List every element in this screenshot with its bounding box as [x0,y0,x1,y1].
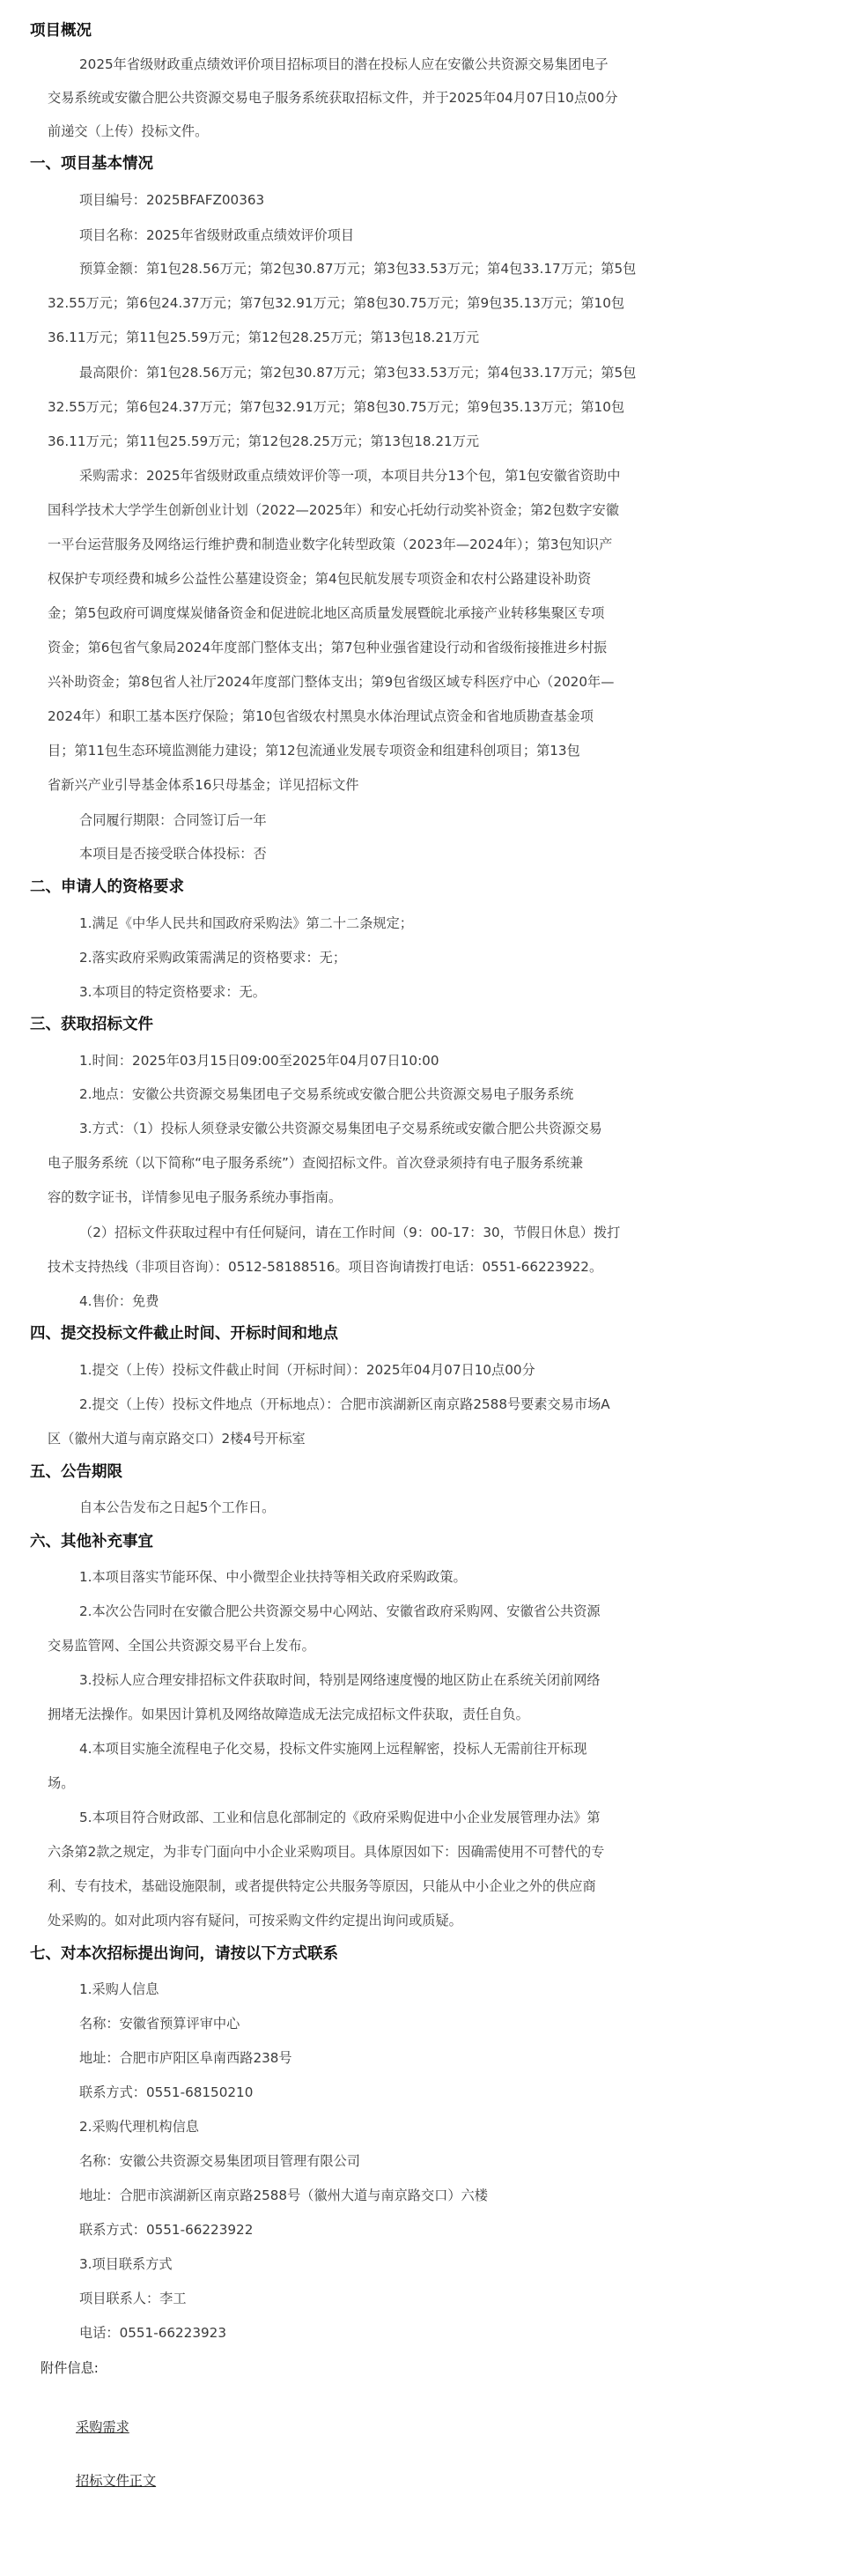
max-price-line: 最高限价：第1包28.56万元；第2包30.87万元；第3包33.53万元；第4包33.17万元；第5包 [79,365,637,381]
requirement-line: 兴补助资金；第8包省人社厅2024年度部门整体支出；第9包省级区域专科医疗中心（2020年— [48,674,615,690]
requirement-line: 采购需求：2025年省级财政重点绩效评价等一项，本项目共分13个包，第1包安徽省资助中 [79,468,621,484]
section5-heading: 五、公告期限 [30,1463,122,1481]
section4-heading: 四、提交投标文件截止时间、开标时间和地点 [30,1325,338,1343]
project-name: 项目名称：2025年省级财政重点绩效评价项目 [79,227,355,243]
notice-period: 自本公告发布之日起5个工作日。 [79,1499,276,1515]
submission-deadline: 1.提交（上传）投标文件截止时间（开标时间）：2025年04月07日10点00分 [79,1362,535,1378]
attachment-link-requirements[interactable]: 采购需求 [76,2419,129,2435]
other-item: 5.本项目符合财政部、工业和信息化部制定的《政府采购促进中小企业发展管理办法》第 [79,1810,601,1825]
budget-line: 预算金额：第1包28.56万元；第2包30.87万元；第3包33.53万元；第4包33.17万元；第5包 [79,261,637,277]
purchaser-name: 名称：安徽省预算评审中心 [79,2016,240,2032]
agency-title: 2.采购代理机构信息 [79,2119,199,2135]
requirement-line: 2024年）和职工基本医疗保险；第10包省级农村黑臭水体治理试点资金和省地质勘查基金项 [48,708,594,724]
qualification-item: 2.落实政府采购政策需满足的资格要求：无； [79,950,347,966]
agency-contact: 联系方式：0551-66223922 [79,2222,254,2238]
submission-place-line: 2.提交（上传）投标文件地点（开标地点）：合肥市滨湖新区南京路2588号要素交易市场A [79,1396,610,1412]
budget-line: 36.11万元；第11包25.59万元；第12包28.25万元；第13包18.21万元 [48,329,480,345]
section1-heading: 一、项目基本情况 [30,155,153,173]
qualification-item: 1.满足《中华人民共和国政府采购法》第二十二条规定； [79,915,413,931]
purchaser-contact: 联系方式：0551-68150210 [79,2084,254,2100]
qualification-item: 3.本项目的特定资格要求：无。 [79,984,266,1000]
section3-heading: 三、获取招标文件 [30,1016,153,1033]
other-item: 交易监管网、全国公共资源交易平台上发布。 [48,1638,315,1654]
other-item: 场。 [48,1775,75,1791]
max-price-line: 36.11万元；第11包25.59万元；第12包28.25万元；第13包18.21万元 [48,433,480,449]
overview-line: 交易系统或安徽合肥公共资源交易电子服务系统获取招标文件，并于2025年04月07日10点00分 [48,90,618,106]
budget-line: 32.55万元；第6包24.37万元；第7包32.91万元；第8包30.75万元；第9包35.13万元；第10包 [48,295,625,311]
requirement-line: 省新兴产业引导基金体系16只母基金；详见招标文件 [48,777,359,793]
requirement-line: 权保护专项经费和城乡公益性公墓建设资金；第4包民航发展专项资金和农村公路建设补助资 [48,571,592,587]
project-number: 项目编号：2025BFAFZ00363 [79,192,265,208]
document-price: 4.售价：免费 [79,1293,159,1309]
max-price-line: 32.55万元；第6包24.37万元；第7包32.91万元；第8包30.75万元；第9包35.13万元；第10包 [48,399,625,415]
consortium-bidding: 本项目是否接受联合体投标：否 [79,846,267,862]
section2-heading: 二、申请人的资格要求 [30,878,184,896]
acquire-time: 1.时间：2025年03月15日09:00至2025年04月07日10:00 [79,1053,439,1069]
project-contact-phone: 电话：0551-66223923 [79,2325,226,2341]
requirement-line: 国科学技术大学学生创新创业计划（2022—2025年）和安心托幼行动奖补资金；第2包数字安徽 [48,502,619,518]
section7-heading: 七、对本次招标提出询问，请按以下方式联系 [30,1945,338,1963]
requirement-line: 目；第11包生态环境监测能力建设；第12包流通业发展专项资金和组建科创项目；第13包 [48,743,580,759]
other-item: 3.投标人应合理安排招标文件获取时间，特别是网络速度慢的地区防止在系统关闭前网络 [79,1672,601,1688]
consult-line: （2）招标文件获取过程中有任何疑问，请在工作时间（9：00-17：30，节假日休息）拨打 [79,1225,621,1240]
acquire-place: 2.地点：安徽公共资源交易集团电子交易系统或安徽合肥公共资源交易电子服务系统 [79,1086,574,1102]
other-item: 4.本项目实施全流程电子化交易，投标文件实施网上远程解密，投标人无需前往开标现 [79,1741,587,1757]
overview-line: 前递交（上传）投标文件。 [48,123,209,139]
acquire-method-line: 3.方式：（1）投标人须登录安徽公共资源交易集团电子交易系统或安徽合肥公共资源交易 [79,1121,602,1136]
overview-heading: 项目概况 [30,22,92,40]
acquire-method-line: 电子服务系统（以下简称“电子服务系统”）查阅招标文件。首次登录须持有电子服务系统兼 [48,1155,584,1171]
other-item: 1.本项目落实节能环保、中小微型企业扶持等相关政府采购政策。 [79,1569,467,1585]
section6-heading: 六、其他补充事宜 [30,1533,153,1551]
requirement-line: 金；第5包政府可调度煤炭储备资金和促进皖北地区高质量发展暨皖北承接产业转移集聚区专项 [48,605,605,621]
attachments-label: 附件信息: [41,2360,99,2376]
agency-address: 地址：合肥市滨湖新区南京路2588号（徽州大道与南京路交口）六楼 [79,2187,488,2203]
overview-line: 2025年省级财政重点绩效评价项目招标项目的潜在投标人应在安徽公共资源交易集团电子 [79,56,609,72]
other-item: 处采购的。如对此项内容有疑问，可按采购文件约定提出询问或质疑。 [48,1913,462,1928]
project-contact-person: 项目联系人：李工 [79,2291,187,2306]
contract-period: 合同履行期限：合同签订后一年 [79,812,267,828]
other-item: 六条第2款之规定，为非专门面向中小企业采购项目。具体原因如下：因确需使用不可替代的专 [48,1844,605,1860]
other-item: 2.本次公告同时在安徽合肥公共资源交易中心网站、安徽省政府采购网、安徽省公共资源 [79,1603,601,1619]
requirement-line: 资金；第6包省气象局2024年度部门整体支出；第7包种业强省建设行动和省级衔接推进乡村振 [48,640,608,655]
attachment-link-tender-document[interactable]: 招标文件正文 [76,2473,157,2489]
acquire-method-line: 容的数字证书，详情参见电子服务系统办事指南。 [48,1189,343,1205]
submission-place-line: 区（徽州大道与南京路交口）2楼4号开标室 [48,1431,306,1447]
consult-line: 技术支持热线（非项目咨询）：0512-58188516。项目咨询请拨打电话：0551-66223922。 [48,1259,603,1275]
purchaser-title: 1.采购人信息 [79,1981,159,1997]
purchaser-address: 地址：合肥市庐阳区阜南西路238号 [79,2050,292,2066]
agency-name: 名称：安徽公共资源交易集团项目管理有限公司 [79,2153,360,2169]
requirement-line: 一平台运营服务及网络运行维护费和制造业数字化转型政策（2023年—2024年）；第3包知识产 [48,537,613,552]
other-item: 利、专有技术，基础设施限制，或者提供特定公共服务等原因，只能从中小企业之外的供应商 [48,1878,596,1894]
other-item: 拥堵无法操作。如果因计算机及网络故障造成无法完成招标文件获取，责任自负。 [48,1706,529,1722]
project-contact-title: 3.项目联系方式 [79,2256,173,2272]
